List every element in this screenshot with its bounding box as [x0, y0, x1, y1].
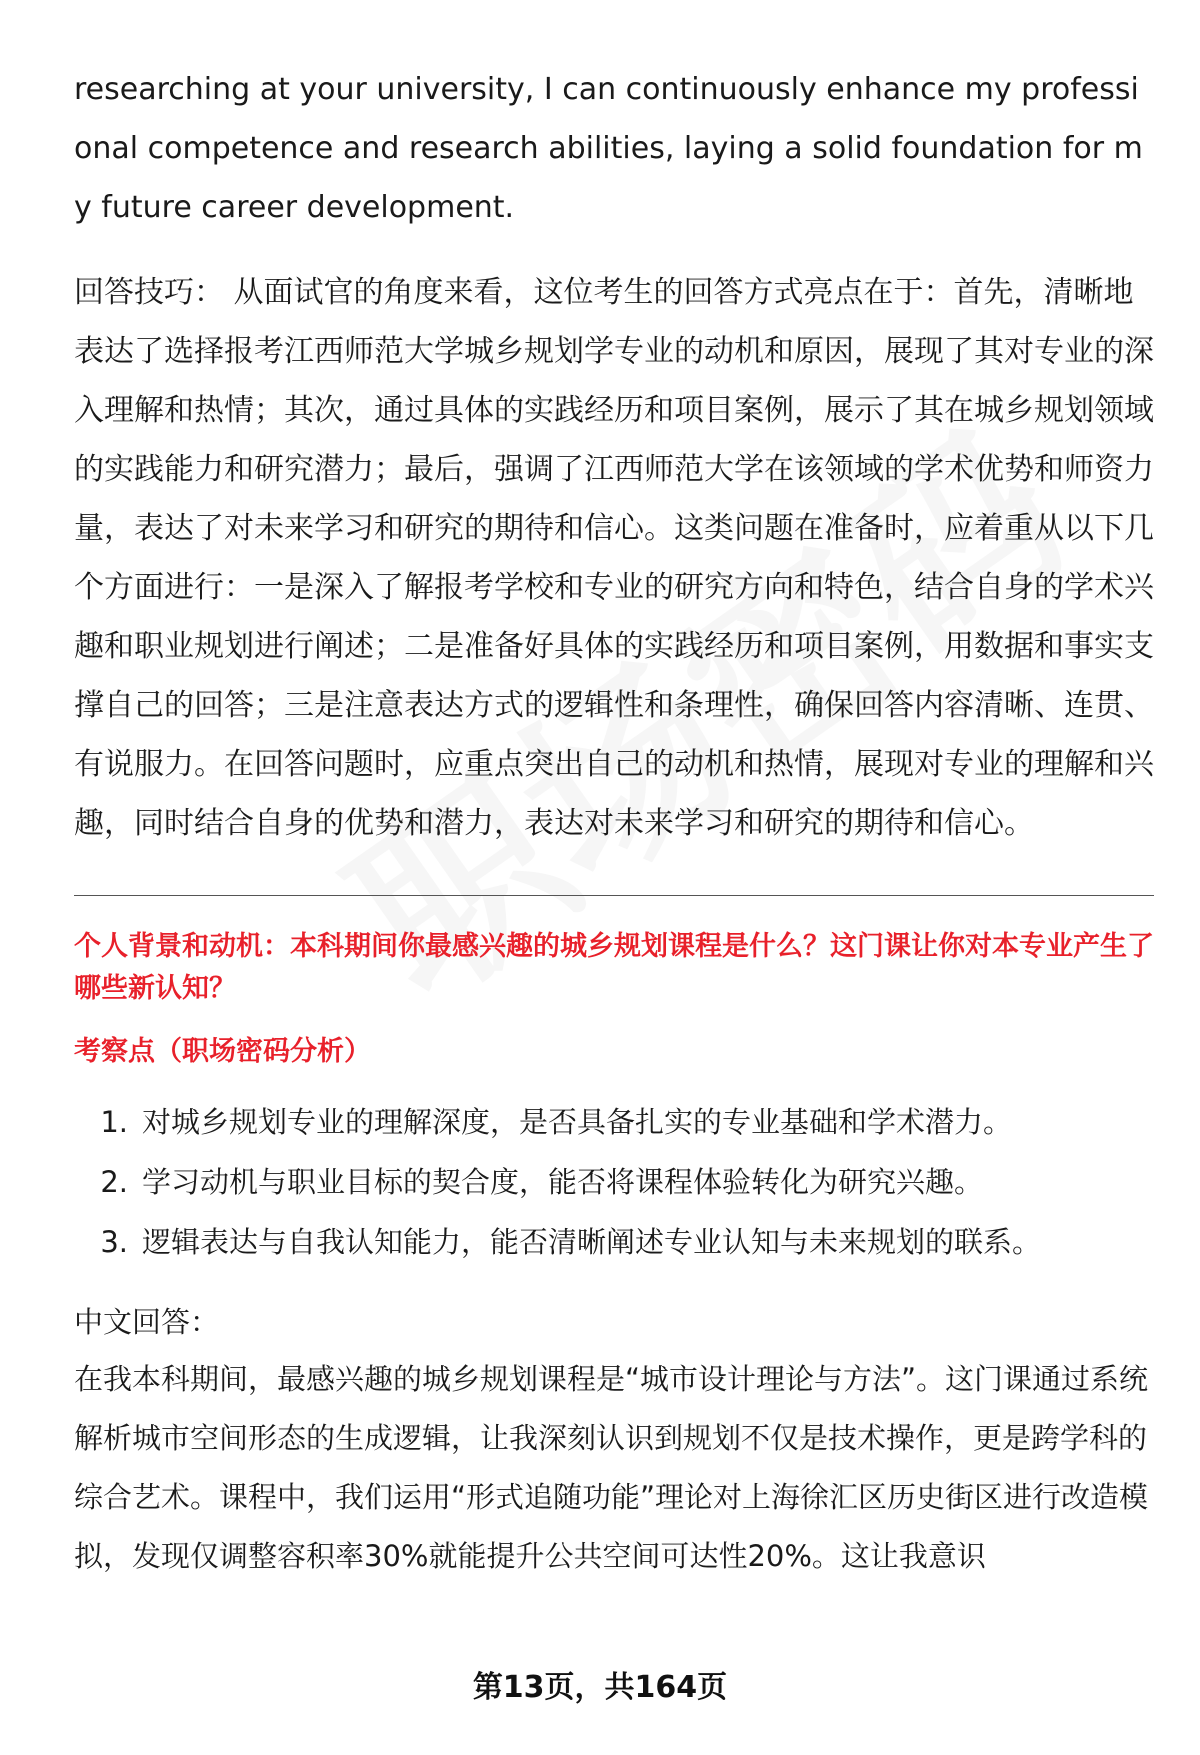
page-number-footer: 第13页，共164页 — [472, 1670, 728, 1705]
list-text: 逻辑表达与自我认知能力，能否清晰阐述专业认知与未来规划的联系。 — [142, 1225, 1042, 1259]
focus-points-list — [74, 1092, 1154, 1272]
list-number: 3. — [100, 1225, 128, 1259]
answer-label: 中文回答： — [74, 1305, 220, 1339]
answer-paragraph: 在我本科期间，最感兴趣的城乡规划课程是“城市设计理论与方法”。这门课通过系统解析城市空间形态的生成逻辑，让我深刻认识到规划不仅是技术操作，更是跨学科的综合艺术。课程中，我们运用“形式追随功能”理论对上海徐汇区历史街区进行改造模拟，发现仅调整容积率30%就能提升公共空间可达性20%。这让我意识 — [74, 1362, 1149, 1573]
intro-paragraph: researching at your university, I can continuously enhance my professional competence and research abilities, laying a solid foundation for my future career development. — [74, 72, 1143, 225]
section-divider — [74, 895, 1154, 896]
list-number: 2. — [100, 1165, 128, 1199]
document-page — [74, 60, 1154, 1586]
tips-paragraph: 回答技巧： 从面试官的角度来看，这位考生的回答方式亮点在于：首先，清晰地表达了选择报考江西师范大学城乡规划学专业的动机和原因，展现了其对专业的深入理解和热情；其次，通过具体的实践经历和项目案例，展示了其在城乡规划领域的实践能力和研究潜力；最后，强调了江西师范大学在该领域的学术优势和师资力量，表达了对未来学习和研究的期待和信心。这类问题在准备时，应着重从以下几个方面进行：一是深入了解报考学校和专业的研究方向和特色，结合自身的学术兴趣和职业规划进行阐述；二是准备好具体的实践经历和项目案例，用数据和事实支撑自己的回答；三是注意表达方式的逻辑性和条理性，确保回答内容清晰、连贯、有说服力。在回答问题时，应重点突出自己的动机和热情，展现对专业的理解和兴趣，同时结合自身的优势和潜力，表达对未来学习和研究的期待和信心。 — [74, 275, 1154, 841]
focus-heading: 考察点（职场密码分析） — [74, 1036, 371, 1067]
list-item — [74, 1092, 1154, 1152]
list-item — [74, 1212, 1154, 1272]
list-number: 1. — [100, 1105, 128, 1139]
list-item — [74, 1152, 1154, 1212]
list-text: 学习动机与职业目标的契合度，能否将课程体验转化为研究兴趣。 — [142, 1165, 984, 1199]
question-heading: 个人背景和动机：本科期间你最感兴趣的城乡规划课程是什么？这门课让你对本专业产生了哪些新认知？ — [74, 931, 1154, 1004]
list-text: 对城乡规划专业的理解深度，是否具备扎实的专业基础和学术潜力。 — [142, 1105, 1013, 1139]
